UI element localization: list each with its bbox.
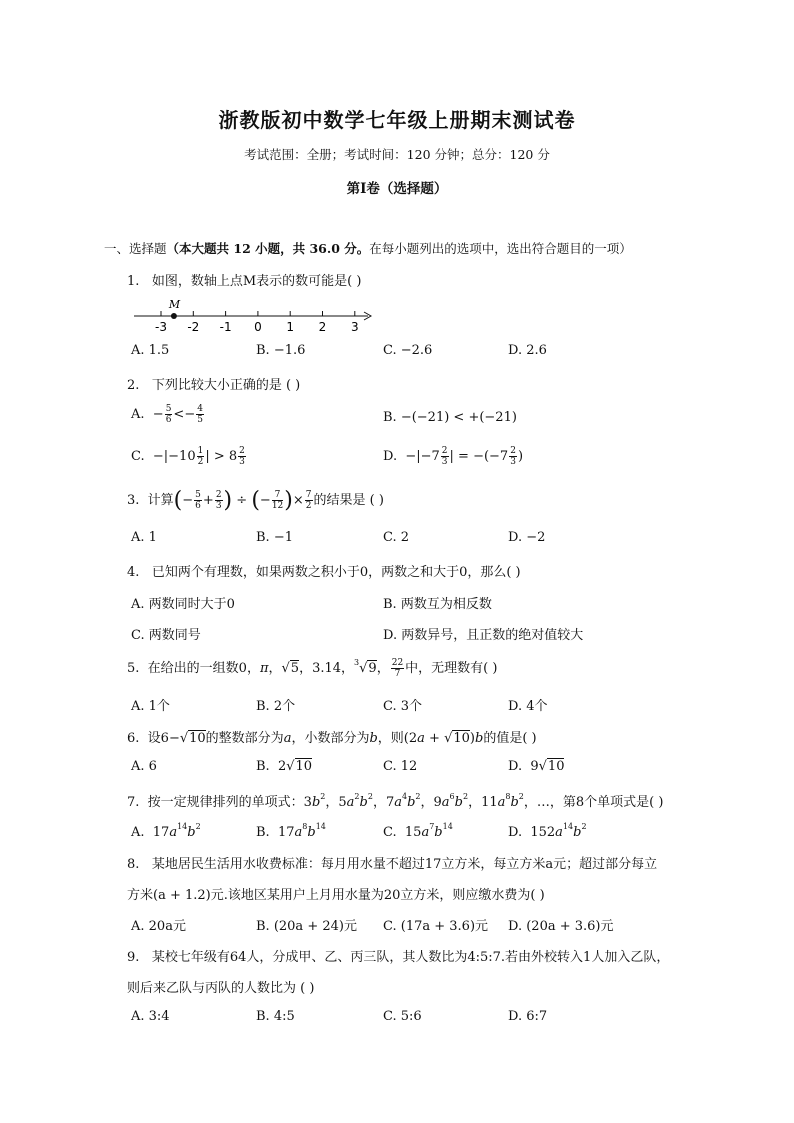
q7-option-c[interactable]: C. $15a^7b^{14}$ xyxy=(383,822,453,840)
q8-option-b[interactable]: B. (20a + 24)元 xyxy=(256,919,357,934)
question-3: 3. 计算(− $\frac{5}{6}$ + $\frac{2}{3}$ ) ÷ (− $\frac{7}{12}$ )× $\frac{7}{2}$ 的结果是 ( ) xyxy=(127,488,384,513)
q3-option-a[interactable]: A. 1 xyxy=(131,530,157,545)
question-9 xyxy=(127,946,669,965)
q4-option-b[interactable]: B. 两数互为相反数 xyxy=(383,597,492,612)
q1-option-a[interactable]: A. 1.5 xyxy=(131,343,170,358)
q2-option-d[interactable]: D. −|−7 $\frac{2}{3}$ | = −(−7 $\frac{2}{3}$ ) xyxy=(383,446,524,467)
q6-option-b[interactable]: B. 2√10 xyxy=(256,759,313,774)
question-2 xyxy=(127,374,300,393)
question-number: 7. xyxy=(127,795,140,810)
q2-option-a[interactable]: A. − $\frac{5}{6}$ <− $\frac{4}{5}$ xyxy=(131,404,203,425)
point-m-label: M xyxy=(168,298,181,311)
q9-option-c[interactable]: C. 5:6 xyxy=(383,1009,422,1024)
question-number: 8. xyxy=(127,857,140,872)
section-heading xyxy=(104,239,632,257)
question-text-line1: 某校七年级有64人，分成甲、乙、丙三队，其人数比为4:5:7.若由外校转入1人加入乙队， xyxy=(151,950,670,965)
q3-option-d[interactable]: D. −2 xyxy=(508,530,546,545)
question-9-line2: 则后来乙队与丙队的人数比为 ( ) xyxy=(127,981,315,996)
question-7: 7. 按一定规律排列的单项式：$3b^2$，$5a^2b^2$，$7a^4b^2$，$9a^6b^2$，$11a^8b^2$，…，第8个单项式是( ) xyxy=(127,792,664,810)
q1-option-d[interactable]: D. 2.6 xyxy=(508,343,547,358)
q2-option-b[interactable]: B. −(−21) < +(−21) xyxy=(383,410,517,425)
q8-option-c[interactable]: C. (17a + 3.6)元 xyxy=(383,919,489,934)
section-desc-bold: （本大题共 12 小题，共 36.0 分。 xyxy=(166,241,370,256)
volume-heading: 第Ⅰ卷（选择题） xyxy=(346,181,448,197)
question-number: 4. xyxy=(127,565,140,580)
question-5: 5. 在给出的一组数0，π，√5，3.14，$^3$√9， $\frac{22}{7}$ 中，无理数有( ) xyxy=(127,658,498,679)
tick-label: 3 xyxy=(350,320,359,334)
q9-option-a[interactable]: A. 3:4 xyxy=(131,1009,170,1024)
question-text: 下列比较大小正确的是 ( ) xyxy=(151,378,301,393)
tick-label: 1 xyxy=(286,320,295,334)
q9-option-b[interactable]: B. 4:5 xyxy=(256,1009,295,1024)
section-label: 一、选择题 xyxy=(104,241,167,256)
tick-label: -3 xyxy=(155,320,167,334)
question-text: 如图，数轴上点M表示的数可能是( ) xyxy=(151,274,362,289)
number-line xyxy=(128,294,378,334)
point-m xyxy=(171,313,177,319)
q4-option-c[interactable]: C. 两数同号 xyxy=(131,628,201,643)
q3-option-b[interactable]: B. −1 xyxy=(256,530,293,545)
q8-option-a[interactable]: A. 20a元 xyxy=(131,919,186,934)
tick-label: -1 xyxy=(219,320,232,334)
question-number: 9. xyxy=(127,950,140,965)
q1-option-b[interactable]: B. −1.6 xyxy=(256,343,306,358)
tick-label: -2 xyxy=(187,320,200,334)
q2-option-c[interactable]: C. −|−10 $\frac{1}{2}$ | > 8 $\frac{2}{3}$ xyxy=(131,446,245,467)
q8-option-d[interactable]: D. (20a + 3.6)元 xyxy=(508,919,614,934)
question-number: 1. xyxy=(127,274,140,289)
question-number: 5. xyxy=(127,661,140,676)
q5-option-b[interactable]: B. 2个 xyxy=(256,699,296,714)
q3-option-c[interactable]: C. 2 xyxy=(383,530,410,545)
question-text: 已知两个有理数，如果两数之积小于0，两数之和大于0，那么( ) xyxy=(151,565,521,580)
q5-option-c[interactable]: C. 3个 xyxy=(383,699,423,714)
q6-option-c[interactable]: C. 12 xyxy=(383,759,418,774)
q4-option-a[interactable]: A. 两数同时大于0 xyxy=(131,597,235,612)
question-8 xyxy=(127,853,657,872)
q1-option-c[interactable]: C. −2.6 xyxy=(383,343,433,358)
question-1 xyxy=(127,270,361,289)
question-4 xyxy=(127,561,521,580)
q7-option-b[interactable]: B. $17a^8b^{14}$ xyxy=(256,822,326,840)
q9-option-d[interactable]: D. 6:7 xyxy=(508,1009,548,1024)
q4-option-d[interactable]: D. 两数异号，且正数的绝对值较大 xyxy=(383,628,584,643)
q6-option-d[interactable]: D. 9√10 xyxy=(508,759,565,774)
exam-info: 考试范围：全册；考试时间：120 分钟；总分：120 分 xyxy=(244,147,550,162)
question-6: 6. 设6−√10的整数部分为a，小数部分为b，则(2a + √10)b的值是( ) xyxy=(127,731,537,746)
question-number: 2. xyxy=(127,378,140,393)
q6-option-a[interactable]: A. 6 xyxy=(131,759,157,774)
q5-option-d[interactable]: D. 4个 xyxy=(508,699,548,714)
question-8-line2: 方米(a + 1.2)元.该地区某用户上月用水量为20立方米，则应缴水费为( ) xyxy=(127,888,545,903)
question-number: 3. xyxy=(127,493,140,508)
q7-option-a[interactable]: A. $17a^{14}b^2$ xyxy=(131,822,201,840)
tick-label: 0 xyxy=(254,320,262,334)
question-number: 6. xyxy=(127,731,140,746)
section-desc: 在每小题列出的选项中，选出符合题目的一项） xyxy=(369,241,632,256)
tick-label: 2 xyxy=(318,320,327,334)
page-title: 浙教版初中数学七年级上册期末测试卷 xyxy=(218,108,576,132)
q5-option-a[interactable]: A. 1个 xyxy=(131,699,170,714)
q7-option-d[interactable]: D. $152a^{14}b^2$ xyxy=(508,822,587,840)
question-text-line1: 某地居民生活用水收费标准：每月用水量不超过17立方米，每立方米a元；超过部分每立 xyxy=(151,857,658,872)
